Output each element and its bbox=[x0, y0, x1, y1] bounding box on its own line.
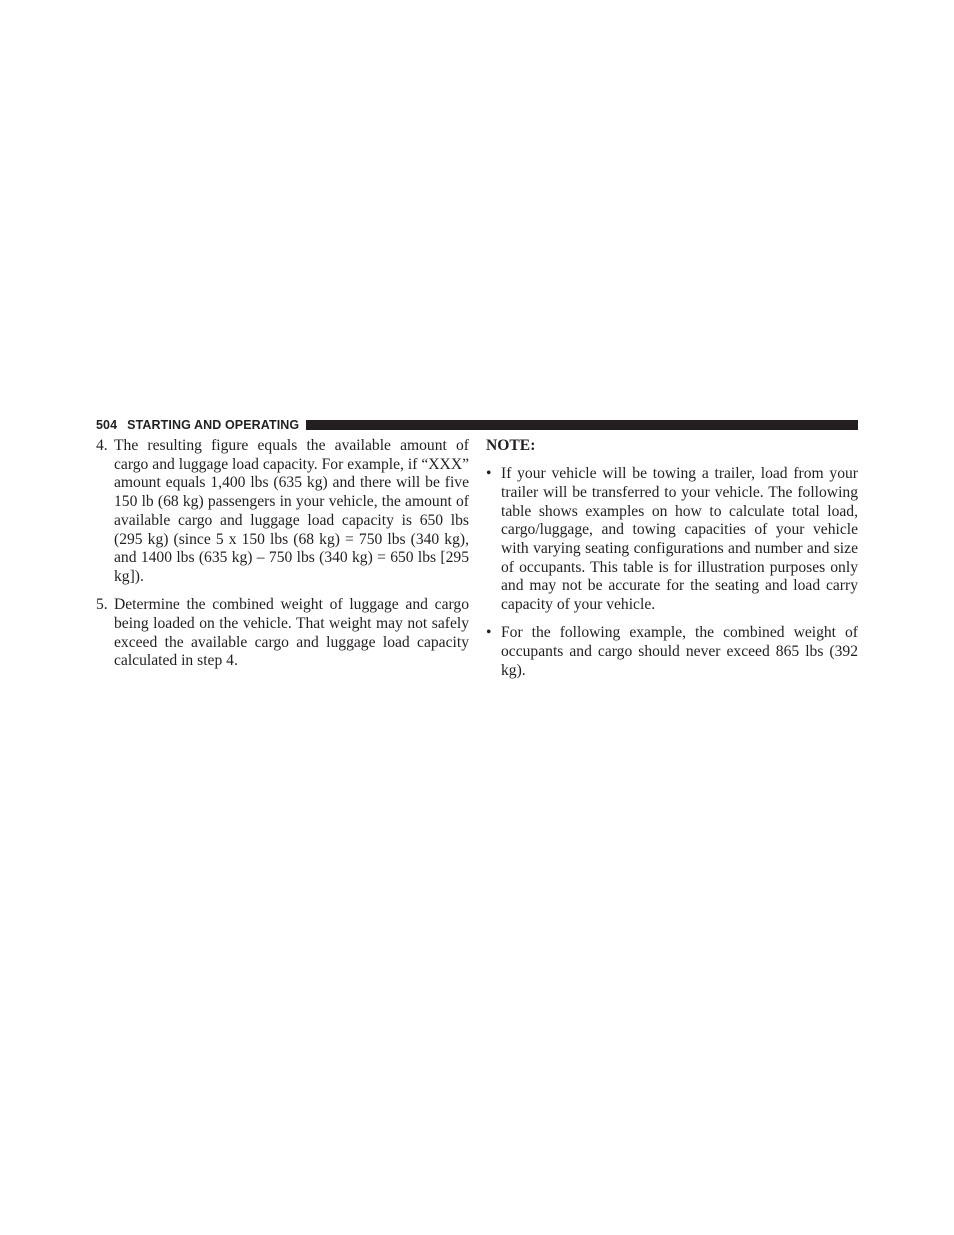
step-number: 5. bbox=[96, 596, 108, 614]
header-rule bbox=[306, 420, 858, 430]
section-title: STARTING AND OPERATING bbox=[127, 418, 300, 432]
bullet-text: If your vehicle will be towing a trailer, load from your trailer will be transferred to your vehicle. The following table shows examples on how to calculate total load, cargo/luggage, and towing capacities of your vehicle with varying seating configurations and number and size of occupants. This table is for illustration purposes only and may not be accurate for the seating and load carry capacity of your vehicle. bbox=[501, 465, 858, 614]
bullet-text: For the following example, the combined weight of occupants and cargo should never exceed 865 lbs (392 kg). bbox=[501, 624, 858, 679]
page-header bbox=[96, 417, 858, 433]
step-number: 4. bbox=[96, 437, 108, 454]
step-text: The resulting figure equals the available amount of cargo and luggage load capacity. For example, if “XXX” amount equals 1,400 lbs (635 kg) and there will be five 150 lb (68 kg) passengers in your vehicle, the amount of available cargo and luggage load capacity is 650 lbs (295 kg) (since 5 x 150 lbs (68 kg) = 750 lbs (340 kg), and 1400 lbs (635 kg) – 750 lbs (340 kg) = 650 lbs [295 kg]). bbox=[114, 437, 469, 585]
bullet-symbol: • bbox=[486, 624, 492, 642]
bullet-item bbox=[486, 624, 858, 680]
right-column bbox=[486, 437, 858, 690]
step-item bbox=[96, 596, 469, 671]
step-item bbox=[96, 437, 469, 587]
bullet-item bbox=[486, 465, 858, 615]
note-label: NOTE: bbox=[486, 437, 536, 454]
page-number: 504 bbox=[96, 418, 118, 432]
bullet-symbol: • bbox=[486, 465, 492, 483]
left-column bbox=[96, 437, 469, 680]
step-text: Determine the combined weight of luggage and cargo being loaded on the vehicle. That weight may not safely exceed the available cargo and luggage load capacity calculated in step 4. bbox=[114, 596, 469, 670]
